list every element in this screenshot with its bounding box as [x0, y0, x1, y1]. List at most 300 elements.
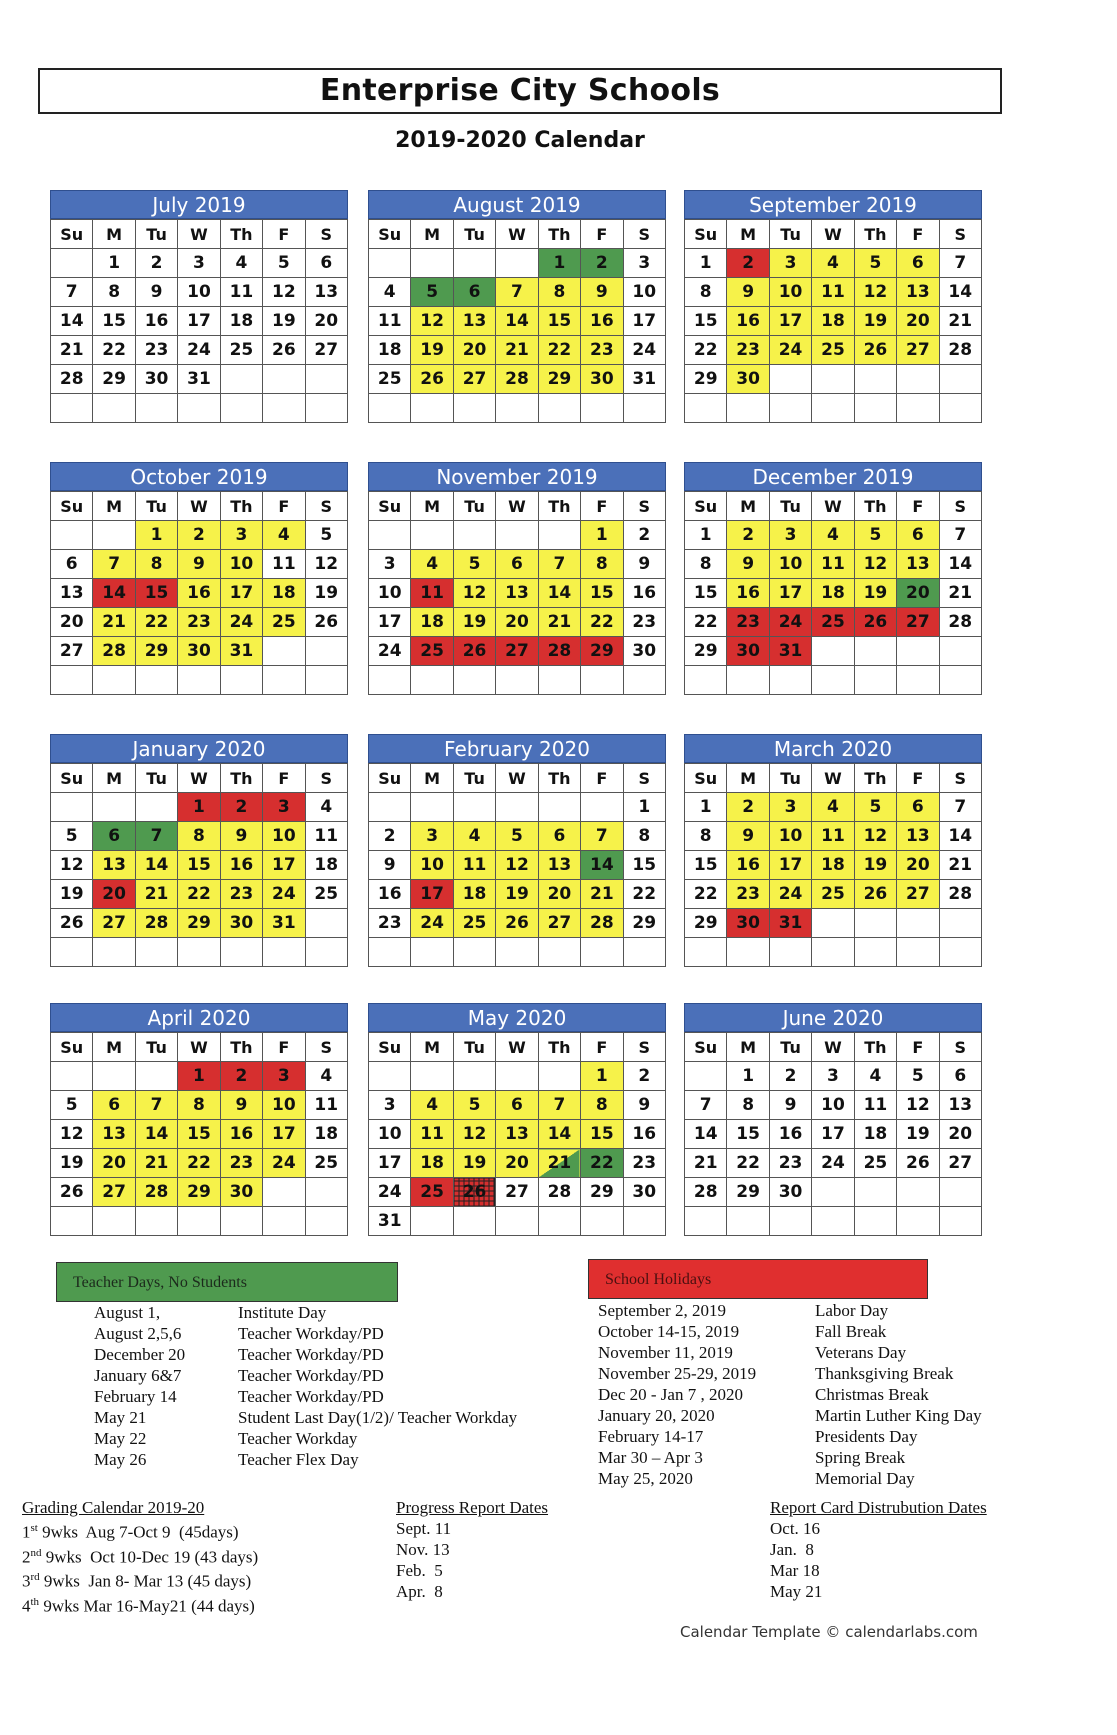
empty-cell: [220, 1207, 262, 1236]
weekday-header: W: [812, 492, 854, 521]
month-february-2020: [368, 734, 666, 967]
weekday-header: F: [897, 220, 939, 249]
day-cell: 17: [812, 1120, 854, 1149]
day-cell: 7: [51, 278, 93, 307]
list-item: [94, 1386, 384, 1407]
day-cell: 12: [453, 579, 495, 608]
day-cell: 8: [685, 550, 727, 579]
list-date: May 25, 2020: [598, 1469, 693, 1488]
empty-cell: [51, 521, 93, 550]
day-cell: 26: [854, 880, 896, 909]
day-cell: 14: [939, 278, 981, 307]
day-cell: 29: [685, 637, 727, 666]
day-cell: 11: [812, 822, 854, 851]
day-cell: 12: [305, 550, 347, 579]
date-row: Jan. 8: [770, 1540, 814, 1559]
weekday-header: S: [939, 1033, 981, 1062]
day-cell: 27: [496, 1178, 538, 1207]
day-cell: 7: [939, 793, 981, 822]
day-cell: 6: [93, 822, 135, 851]
day-cell: 24: [769, 336, 811, 365]
teacher-days-list: [94, 1302, 518, 1470]
day-cell: 20: [897, 851, 939, 880]
empty-cell: [727, 394, 769, 423]
day-cell: 8: [178, 822, 220, 851]
day-cell: 3: [812, 1062, 854, 1091]
month-title: April 2020: [50, 1003, 348, 1032]
empty-cell: [854, 365, 896, 394]
grading-period: 9wks Mar 16-May21 (44 days): [39, 1596, 255, 1616]
day-cell: 15: [685, 851, 727, 880]
day-cell: 25: [812, 336, 854, 365]
empty-cell: [178, 394, 220, 423]
empty-cell: [178, 938, 220, 967]
empty-cell: [897, 666, 939, 695]
day-cell: 12: [854, 550, 896, 579]
day-cell: 9: [769, 1091, 811, 1120]
day-cell: 1: [178, 793, 220, 822]
day-cell: 22: [727, 1149, 769, 1178]
day-cell: 15: [93, 307, 135, 336]
list-date: November 11, 2019: [598, 1343, 733, 1362]
day-cell: 7: [581, 822, 623, 851]
day-cell: 4: [854, 1062, 896, 1091]
list-description: Spring Break: [815, 1448, 906, 1467]
day-cell: 6: [939, 1062, 981, 1091]
day-cell: 6: [538, 822, 580, 851]
weekday-header: Tu: [453, 220, 495, 249]
day-cell: 29: [178, 909, 220, 938]
title-box: [38, 68, 1002, 114]
empty-cell: [939, 394, 981, 423]
day-cell: 29: [581, 1178, 623, 1207]
day-cell: 11: [369, 307, 411, 336]
month-january-2020: [50, 734, 348, 967]
date-row: Nov. 13: [396, 1540, 450, 1559]
day-cell: 6: [51, 550, 93, 579]
day-cell: 21: [538, 608, 580, 637]
list-date: May 26: [94, 1450, 147, 1469]
list-description: Labor Day: [815, 1301, 889, 1320]
day-cell: 31: [623, 365, 665, 394]
empty-cell: [939, 938, 981, 967]
month-title: October 2019: [50, 462, 348, 491]
empty-cell: [51, 666, 93, 695]
day-cell: 21: [685, 1149, 727, 1178]
day-cell: 23: [623, 608, 665, 637]
grading-ordinal: 3: [22, 1571, 31, 1591]
empty-cell: [939, 909, 981, 938]
day-cell: 19: [854, 579, 896, 608]
day-cell: 5: [51, 1091, 93, 1120]
list-date: November 25-29, 2019: [598, 1364, 757, 1383]
day-cell: 30: [727, 637, 769, 666]
weekday-header: Su: [369, 1033, 411, 1062]
day-cell: 16: [178, 579, 220, 608]
grading-period: 9wks Oct 10-Dec 19 (43 days): [41, 1547, 259, 1567]
day-cell: 4: [411, 1091, 453, 1120]
day-cell: 2: [220, 1062, 262, 1091]
day-cell: 13: [305, 278, 347, 307]
day-cell: 24: [411, 909, 453, 938]
day-cell: 2: [178, 521, 220, 550]
list-item: [94, 1428, 358, 1449]
day-cell: 7: [538, 550, 580, 579]
empty-cell: [496, 1207, 538, 1236]
empty-cell: [178, 666, 220, 695]
day-cell: 28: [939, 336, 981, 365]
list-description: Teacher Workday/PD: [238, 1324, 384, 1343]
empty-cell: [305, 637, 347, 666]
empty-cell: [496, 666, 538, 695]
month-table: [50, 219, 348, 423]
day-cell: 10: [769, 822, 811, 851]
empty-cell: [897, 1178, 939, 1207]
list-description: Institute Day: [238, 1303, 327, 1322]
list-date: September 2, 2019: [598, 1301, 726, 1320]
day-cell: 30: [727, 365, 769, 394]
weekday-header: M: [93, 1033, 135, 1062]
day-cell: 2: [623, 1062, 665, 1091]
day-cell: 15: [685, 307, 727, 336]
date-row: Oct. 16: [770, 1519, 821, 1538]
day-cell: 18: [812, 579, 854, 608]
empty-cell: [305, 909, 347, 938]
grading-ordinal-suffix: th: [30, 1595, 40, 1608]
weekday-header: W: [178, 492, 220, 521]
day-cell: 30: [727, 909, 769, 938]
day-cell: 27: [496, 637, 538, 666]
day-cell: 1: [93, 249, 135, 278]
day-cell: 4: [411, 550, 453, 579]
weekday-header: Tu: [135, 220, 177, 249]
list-item: [598, 1426, 918, 1447]
day-cell: 27: [897, 336, 939, 365]
day-cell: 14: [135, 1120, 177, 1149]
weekday-header: M: [727, 764, 769, 793]
day-cell: 6: [897, 793, 939, 822]
grading-ordinal-suffix: nd: [30, 1546, 42, 1559]
day-cell: 1: [178, 1062, 220, 1091]
date-row: Sept. 11: [396, 1519, 452, 1538]
month-table: [684, 219, 982, 423]
day-cell: 19: [51, 880, 93, 909]
day-cell: 1: [685, 249, 727, 278]
empty-cell: [135, 1062, 177, 1091]
day-cell: 24: [263, 880, 305, 909]
empty-cell: [854, 1207, 896, 1236]
day-cell: 27: [51, 637, 93, 666]
day-cell: 4: [220, 249, 262, 278]
empty-cell: [581, 394, 623, 423]
day-cell: 13: [939, 1091, 981, 1120]
empty-cell: [51, 793, 93, 822]
day-cell: 22: [685, 336, 727, 365]
day-cell: 14: [51, 307, 93, 336]
day-cell: 22: [538, 336, 580, 365]
month-table: [368, 491, 666, 695]
day-cell: 29: [727, 1178, 769, 1207]
empty-cell: [411, 666, 453, 695]
day-cell: 23: [369, 909, 411, 938]
empty-cell: [727, 938, 769, 967]
day-cell: 28: [939, 880, 981, 909]
day-cell: 9: [623, 1091, 665, 1120]
empty-cell: [135, 938, 177, 967]
grading-row: [22, 1567, 258, 1592]
month-may-2020: [368, 1003, 666, 1236]
day-cell: 8: [685, 278, 727, 307]
day-cell: 29: [135, 637, 177, 666]
weekday-header: S: [623, 492, 665, 521]
day-cell: 27: [897, 880, 939, 909]
weekday-header: Su: [51, 1033, 93, 1062]
day-cell: 16: [220, 851, 262, 880]
day-cell: 9: [369, 851, 411, 880]
empty-cell: [305, 394, 347, 423]
day-cell: 25: [305, 880, 347, 909]
empty-cell: [812, 666, 854, 695]
list-item: [598, 1321, 887, 1342]
day-cell: 10: [623, 278, 665, 307]
day-cell: 22: [135, 608, 177, 637]
day-cell: 21: [496, 336, 538, 365]
day-cell: 16: [623, 579, 665, 608]
weekday-header: Su: [369, 220, 411, 249]
day-cell: 20: [538, 880, 580, 909]
list-date: August 2,5,6: [94, 1324, 182, 1343]
empty-cell: [93, 394, 135, 423]
day-cell: 3: [263, 793, 305, 822]
day-cell: 12: [496, 851, 538, 880]
day-cell: 26: [305, 608, 347, 637]
day-cell: 15: [727, 1120, 769, 1149]
list-description: Teacher Workday: [238, 1429, 358, 1448]
day-cell: 16: [135, 307, 177, 336]
day-cell: 13: [51, 579, 93, 608]
day-cell: 11: [812, 278, 854, 307]
list-description: Memorial Day: [815, 1469, 915, 1488]
weekday-header: Su: [685, 764, 727, 793]
day-cell: 1: [581, 1062, 623, 1091]
day-cell: 1: [727, 1062, 769, 1091]
list-item: [94, 1365, 384, 1386]
day-cell: 18: [411, 1149, 453, 1178]
weekday-header: S: [305, 764, 347, 793]
list-date: Mar 30 – Apr 3: [598, 1448, 703, 1467]
day-cell: 24: [369, 1178, 411, 1207]
day-cell: 19: [263, 307, 305, 336]
day-cell: 16: [581, 307, 623, 336]
empty-cell: [939, 666, 981, 695]
page-subtitle: 2019-2020 Calendar: [395, 128, 645, 153]
empty-cell: [93, 1207, 135, 1236]
day-cell: 29: [178, 1178, 220, 1207]
day-cell: 25: [854, 1149, 896, 1178]
day-cell: 20: [453, 336, 495, 365]
day-cell: 18: [812, 851, 854, 880]
day-cell: 2: [727, 521, 769, 550]
day-cell: 22: [581, 1149, 623, 1178]
day-cell: 22: [623, 880, 665, 909]
page-title: Enterprise City Schools: [319, 73, 721, 108]
weekday-header: Th: [220, 764, 262, 793]
empty-cell: [538, 938, 580, 967]
day-cell: 10: [812, 1091, 854, 1120]
day-cell: 2: [727, 249, 769, 278]
weekday-header: W: [496, 220, 538, 249]
weekday-header: Tu: [135, 1033, 177, 1062]
day-cell: 2: [623, 521, 665, 550]
empty-cell: [411, 938, 453, 967]
day-cell: 28: [135, 909, 177, 938]
weekday-header: S: [939, 492, 981, 521]
day-cell: 10: [263, 1091, 305, 1120]
weekday-header: Tu: [769, 1033, 811, 1062]
weekday-header: F: [897, 1033, 939, 1062]
empty-cell: [581, 666, 623, 695]
weekday-header: Th: [854, 492, 896, 521]
list-date: May 21: [94, 1408, 147, 1427]
weekday-header: Th: [538, 764, 580, 793]
day-cell: 11: [854, 1091, 896, 1120]
day-cell: 1: [685, 521, 727, 550]
day-cell: 25: [263, 608, 305, 637]
day-cell: 14: [538, 1120, 580, 1149]
empty-cell: [581, 938, 623, 967]
empty-cell: [581, 1207, 623, 1236]
empty-cell: [685, 938, 727, 967]
day-cell: 19: [51, 1149, 93, 1178]
list-date: Dec 20 - Jan 7 , 2020: [598, 1385, 743, 1404]
day-cell: 13: [93, 1120, 135, 1149]
list-description: Thanksgiving Break: [815, 1364, 954, 1383]
empty-cell: [135, 666, 177, 695]
list-item: [94, 1449, 359, 1470]
day-cell: 23: [727, 880, 769, 909]
empty-cell: [897, 365, 939, 394]
day-cell: 5: [854, 521, 896, 550]
day-cell: 5: [854, 249, 896, 278]
day-cell: 15: [581, 579, 623, 608]
day-cell: 29: [538, 365, 580, 394]
day-cell: 25: [453, 909, 495, 938]
weekday-header: F: [263, 1033, 305, 1062]
weekday-header: Su: [685, 1033, 727, 1062]
grading-ordinal-suffix: rd: [30, 1571, 40, 1584]
month-title: August 2019: [368, 190, 666, 219]
day-cell: 11: [220, 278, 262, 307]
day-cell: 18: [369, 336, 411, 365]
empty-cell: [305, 1178, 347, 1207]
empty-cell: [93, 1062, 135, 1091]
weekday-header: Su: [51, 764, 93, 793]
empty-cell: [93, 666, 135, 695]
month-title: December 2019: [684, 462, 982, 491]
progress-report-dates: [396, 1497, 548, 1602]
day-cell: 24: [769, 880, 811, 909]
day-cell: 23: [769, 1149, 811, 1178]
empty-cell: [538, 1207, 580, 1236]
month-september-2019: [684, 190, 982, 423]
day-cell: 19: [897, 1120, 939, 1149]
list-description: Teacher Workday/PD: [238, 1345, 384, 1364]
day-cell: 20: [305, 307, 347, 336]
month-title: March 2020: [684, 734, 982, 763]
month-august-2019: [368, 190, 666, 423]
day-cell: 2: [727, 793, 769, 822]
day-cell: 26: [854, 336, 896, 365]
day-cell: 25: [305, 1149, 347, 1178]
day-cell: 17: [220, 579, 262, 608]
day-cell: 4: [369, 278, 411, 307]
empty-cell: [538, 666, 580, 695]
day-cell: 13: [897, 822, 939, 851]
day-cell: 28: [93, 637, 135, 666]
day-cell: 8: [178, 1091, 220, 1120]
day-cell: 10: [369, 1120, 411, 1149]
day-cell: 12: [854, 822, 896, 851]
grading-ordinal: 2: [22, 1547, 31, 1567]
day-cell: 30: [178, 637, 220, 666]
day-cell: 21: [939, 307, 981, 336]
day-cell: 22: [178, 1149, 220, 1178]
day-cell: 23: [178, 608, 220, 637]
day-cell: 13: [538, 851, 580, 880]
list-date: August 1,: [94, 1303, 161, 1322]
day-cell: 21: [939, 851, 981, 880]
day-cell: 3: [369, 550, 411, 579]
day-cell: 14: [538, 579, 580, 608]
weekday-header: Tu: [453, 492, 495, 521]
day-cell: 26: [897, 1149, 939, 1178]
empty-cell: [93, 521, 135, 550]
empty-cell: [812, 1207, 854, 1236]
day-cell: 13: [897, 550, 939, 579]
empty-cell: [305, 365, 347, 394]
day-cell: 30: [135, 365, 177, 394]
day-cell: 5: [411, 278, 453, 307]
day-cell: 27: [538, 909, 580, 938]
month-table: [50, 1032, 348, 1236]
list-description: Teacher Workday/PD: [238, 1366, 384, 1385]
empty-cell: [453, 1207, 495, 1236]
grading-ordinal: 1: [22, 1522, 31, 1542]
empty-cell: [453, 394, 495, 423]
day-cell: 14: [93, 579, 135, 608]
day-cell: 12: [51, 1120, 93, 1149]
day-cell: 10: [411, 851, 453, 880]
day-cell: 10: [769, 550, 811, 579]
day-cell: 25: [411, 637, 453, 666]
day-cell: 12: [411, 307, 453, 336]
day-cell: 9: [623, 550, 665, 579]
empty-cell: [369, 521, 411, 550]
empty-cell: [496, 521, 538, 550]
empty-cell: [453, 938, 495, 967]
empty-cell: [897, 938, 939, 967]
weekday-header: Th: [854, 220, 896, 249]
weekday-header: Th: [220, 1033, 262, 1062]
day-cell: 27: [897, 608, 939, 637]
day-cell: 28: [939, 608, 981, 637]
empty-cell: [897, 1207, 939, 1236]
day-cell: 2: [581, 249, 623, 278]
day-cell: 10: [263, 822, 305, 851]
empty-cell: [897, 394, 939, 423]
weekday-header: Th: [854, 764, 896, 793]
month-june-2020: [684, 1003, 982, 1236]
